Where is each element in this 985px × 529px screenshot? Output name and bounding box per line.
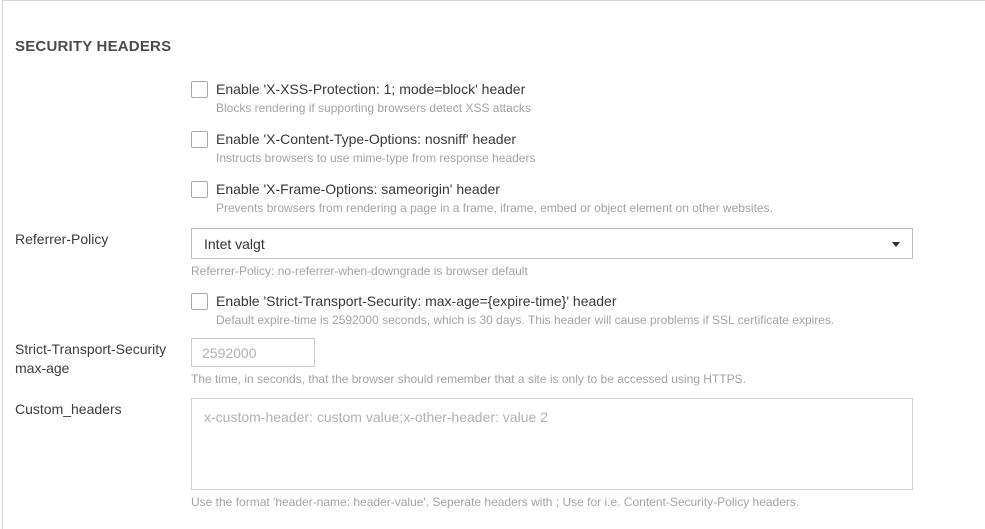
content-type-options-row — [15, 131, 985, 165]
max-age-description: The time, in seconds, that the browser should remember that a site is only to be accessed using HTTPS. — [191, 372, 746, 386]
hsts-description: Default expire-time is 2592000 seconds, which is 30 days. This header will cause problems if SSL certificate expires. — [216, 313, 835, 327]
xss-protection-row — [15, 81, 985, 115]
referrer-policy-selected-value: Intet valgt — [204, 235, 265, 252]
content-type-options-description: Instructs browsers to use mime-type from response headers — [216, 151, 536, 165]
referrer-policy-field-label: Referrer-Policy — [15, 231, 109, 247]
frame-options-row — [15, 181, 985, 215]
max-age-row — [15, 338, 985, 386]
content-type-options-label[interactable]: Enable 'X-Content-Type-Options: nosniff' header — [216, 131, 517, 147]
frame-options-description: Prevents browsers from rendering a page in a frame, iframe, embed or object element on other websites. — [216, 201, 773, 215]
max-age-field-label: Strict-Transport-Security max-age — [15, 341, 167, 376]
frame-options-label[interactable]: Enable 'X-Frame-Options: sameorigin' header — [216, 181, 500, 197]
custom-headers-row — [15, 398, 985, 509]
security-headers-panel — [2, 0, 985, 529]
custom-headers-description: Use the format 'header-name: header-value'. Seperate headers with ; Use for i.e. Content-Security-Policy headers. — [191, 495, 800, 509]
custom-headers-field-label: Custom_headers — [15, 401, 122, 417]
referrer-policy-select[interactable] — [191, 228, 913, 259]
xss-protection-checkbox[interactable] — [191, 81, 208, 98]
hsts-checkbox[interactable] — [191, 293, 208, 310]
hsts-label[interactable]: Enable 'Strict-Transport-Security: max-age={expire-time}' header — [216, 293, 617, 309]
section-heading: SECURITY HEADERS — [15, 38, 172, 55]
referrer-policy-description: Referrer-Policy: no-referrer-when-downgrade is browser default — [191, 264, 528, 278]
max-age-input[interactable] — [191, 338, 315, 367]
hsts-row — [15, 293, 985, 327]
referrer-policy-row — [15, 228, 985, 278]
content-type-options-checkbox[interactable] — [191, 131, 208, 148]
xss-protection-description: Blocks rendering if supporting browsers detect XSS attacks — [216, 101, 531, 115]
frame-options-checkbox[interactable] — [191, 181, 208, 198]
chevron-down-icon — [892, 242, 900, 247]
xss-protection-label[interactable]: Enable 'X-XSS-Protection: 1; mode=block' header — [216, 81, 526, 97]
custom-headers-textarea[interactable] — [191, 398, 913, 490]
